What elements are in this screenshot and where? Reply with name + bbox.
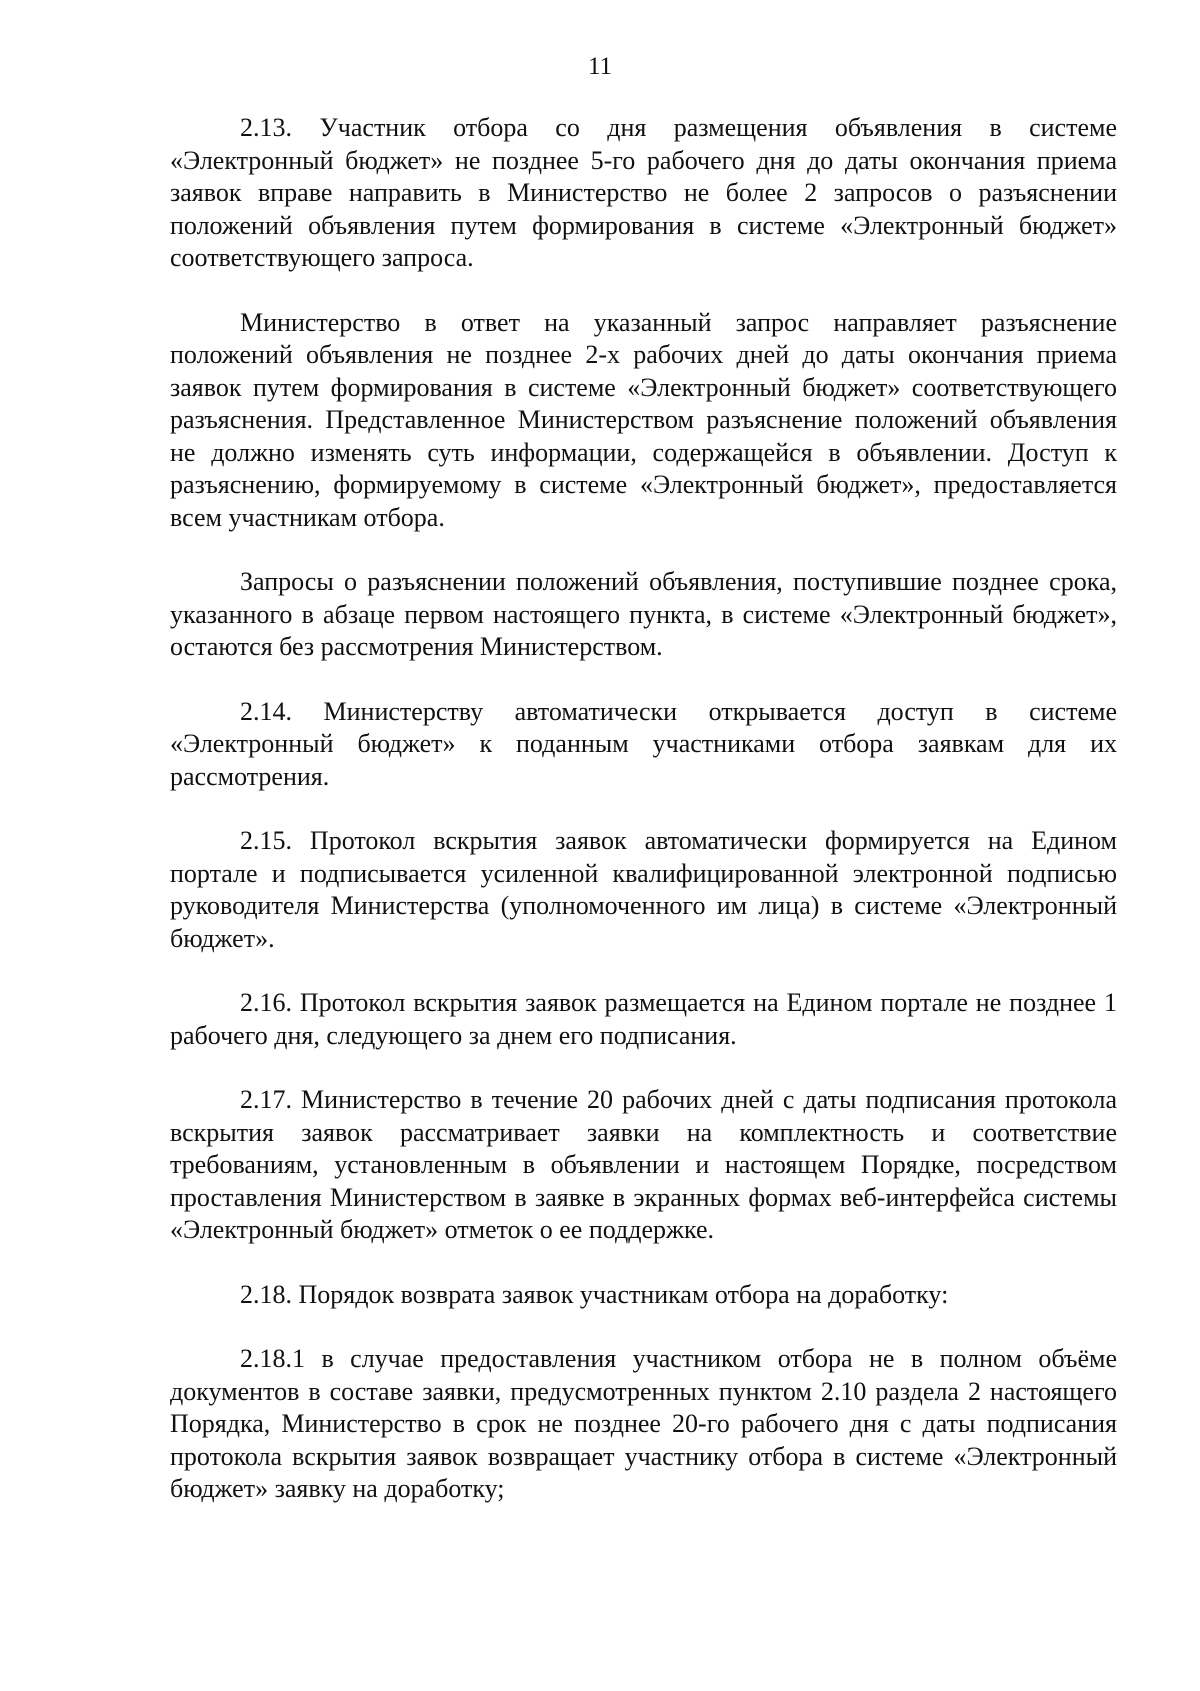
paragraph-2-18: 2.18. Порядок возврата заявок участникам отбора на доработку: xyxy=(240,1279,949,1309)
document-body xyxy=(170,112,1117,1538)
paragraph-2-14: 2.14. Министерству автоматически открывается доступ в системе «Электронный бюджет» к поданным участниками отбора заявкам для их рассмотрения. xyxy=(170,696,1117,791)
paragraph-2-18-1: 2.18.1 в случае предоставления участником отбора не в полном объёме документов в составе заявки, предусмотренных пунктом 2.10 раздела 2 настоящего Порядка, Министерство в срок не позднее 20-го рабочего дня с даты подписания протокола вскрытия заявок возвращает участнику отбора в системе «Электронный бюджет» заявку на доработку; xyxy=(170,1344,1117,1503)
page-number: 11 xyxy=(587,53,613,80)
paragraph-2-13: 2.13. Участник отбора со дня размещения объявления в системе «Электронный бюджет» не позднее 5-го рабочего дня до даты окончания приема заявок вправе направить в Министерство не более 2 запросов о разъяснении положений объявления путем формирования в системе «Электронный бюджет» соответствующего запроса. xyxy=(170,113,1117,272)
paragraph-2-13-late-requests: Запросы о разъяснении положений объявления, поступившие позднее срока, указанного в абзаце первом настоящего пункта, в системе «Электронный бюджет», остаются без рассмотрения Министерством. xyxy=(170,567,1117,661)
paragraph-2-13-response: Министерство в ответ на указанный запрос направляет разъяснение положений объявления не позднее 2-х рабочих дней до даты окончания приема заявок путем формирования в системе «Электронный бюджет» соответствующего разъяснения. Представленное Министерством разъяснение положений объявления не должно изменять суть информации, содержащейся в объявлении. Доступ к разъяснению, формируемому в системе «Электронный бюджет», предоставляется всем участникам отбора. xyxy=(170,307,1117,532)
paragraph-2-17: 2.17. Министерство в течение 20 рабочих дней с даты подписания протокола вскрытия заявок рассматривает заявки на комплектность и соответствие требованиям, установленным в объявлении и настоящем Порядке, посредством проставления Министерством в заявке в экранных формах веб-интерфейса системы «Электронный бюджет» отметок о ее поддержке. xyxy=(170,1085,1117,1244)
paragraph-2-16: 2.16. Протокол вскрытия заявок размещается на Едином портале не позднее 1 рабочего дня, следующего за днем его подписания. xyxy=(170,988,1117,1050)
paragraph-2-15: 2.15. Протокол вскрытия заявок автоматически формируется на Едином портале и подписывается усиленной квалифицированной электронной подписью руководителя Министерства (уполномоченного им лица) в системе «Электронный бюджет». xyxy=(170,826,1117,953)
